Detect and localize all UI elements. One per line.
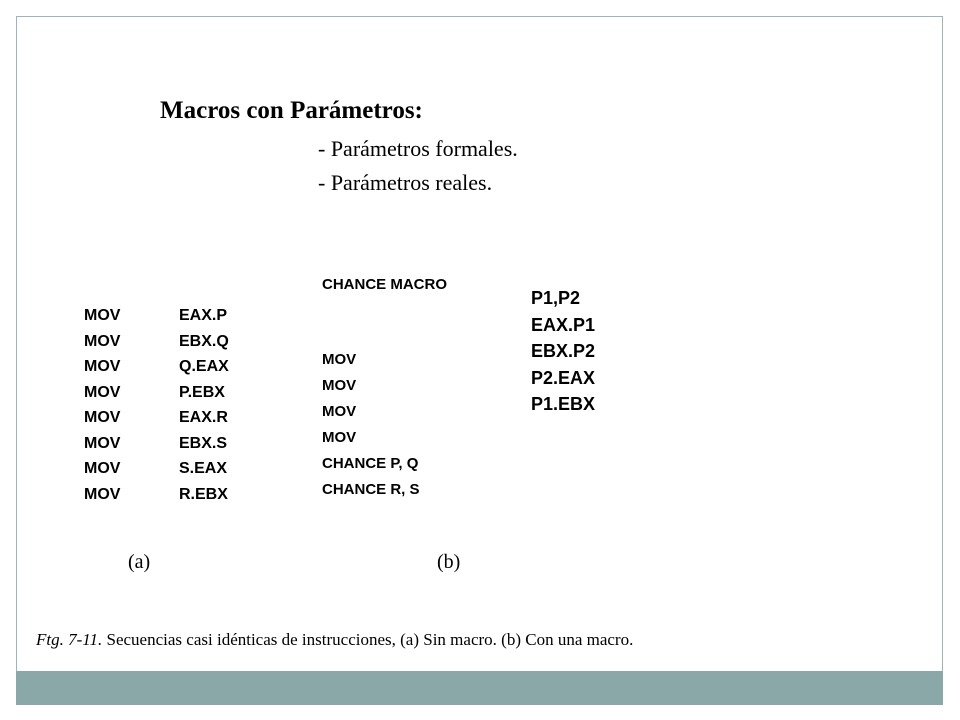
figure-caption xyxy=(36,630,633,650)
sequence-a-op: MOV xyxy=(84,409,121,426)
caption-figure-number: Ftg. 7-11. xyxy=(36,630,103,649)
macro-param: P1,P2 xyxy=(531,288,581,308)
macro-header: CHANCE MACRO xyxy=(322,276,447,293)
slide-frame xyxy=(16,16,943,705)
sequence-a-op: MOV xyxy=(84,460,121,477)
macro-param: EAX.P1 xyxy=(531,314,596,335)
sequence-b-line: MOV xyxy=(322,429,357,446)
sequence-b-line: MOV xyxy=(322,351,357,368)
sequence-a-arg: R.EBX xyxy=(179,485,228,503)
caption-text: Secuencias casi idénticas de instrucciones, (a) Sin macro. (b) Con una macro. xyxy=(102,630,634,649)
sequence-a-op: MOV xyxy=(84,383,121,401)
sequence-a-op: MOV xyxy=(84,434,121,452)
sequence-a-op: MOV xyxy=(84,332,121,350)
sequence-b-line: CHANCE R, S xyxy=(322,481,420,498)
sequence-b-params xyxy=(531,285,595,418)
bullet-formal-params: - Parámetros formales. xyxy=(318,136,518,161)
sequence-a-op: MOV xyxy=(84,358,121,375)
sequence-a-arg: EAX.P xyxy=(179,307,228,324)
slide-title: Macros con Parámetros: xyxy=(160,97,423,124)
sequence-b-lines xyxy=(322,347,420,503)
sequence-a-arg: Q.EAX xyxy=(179,358,229,375)
sequence-a-ops xyxy=(84,303,120,507)
label-b: (b) xyxy=(437,551,461,573)
sequence-a-arg: EAX.R xyxy=(179,409,228,426)
sequence-a-arg: P.EBX xyxy=(179,383,225,401)
sequence-a-op: MOV xyxy=(84,485,121,503)
sequence-a-arg: EBX.S xyxy=(179,434,228,452)
macro-param: P2.EAX xyxy=(531,367,596,388)
sequence-b-line: MOV xyxy=(322,403,357,420)
sequence-b-line: MOV xyxy=(322,377,357,394)
sequence-b-line: CHANCE P, Q xyxy=(322,455,419,472)
sequence-a-arg: S.EAX xyxy=(179,460,228,477)
sequence-a-op: MOV xyxy=(84,307,121,324)
macro-param: EBX.P2 xyxy=(531,341,596,361)
sequence-a-args xyxy=(179,303,229,507)
bullet-real-params: - Parámetros reales. xyxy=(318,170,493,195)
label-a: (a) xyxy=(128,551,151,573)
macro-param: P1.EBX xyxy=(531,394,596,414)
bottom-band xyxy=(16,671,943,705)
sequence-a-arg: EBX.Q xyxy=(179,332,229,350)
